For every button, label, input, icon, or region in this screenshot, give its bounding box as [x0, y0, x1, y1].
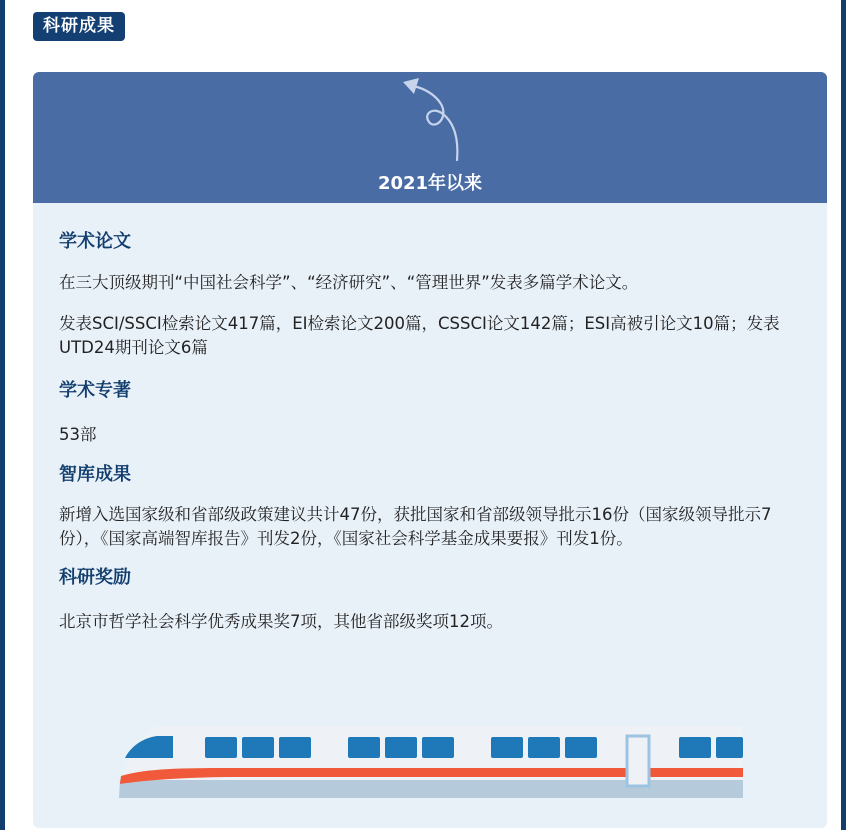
block-paragraph: 北京市哲学社会科学优秀成果奖7项，其他省部级奖项12项。	[59, 612, 503, 631]
block-heading: 学术论文	[59, 231, 131, 252]
train-illustration	[117, 724, 743, 798]
achievements-card	[33, 72, 827, 828]
block-awards	[59, 565, 809, 634]
header-title: 2021年以来	[377, 173, 483, 194]
block-paragraph: 新增入选国家级和省部级政策建议共计47份，获批国家和省部级领导批示16份（国家级领导批示7份），《国家高端智库报告》刊发2份，《国家社会科学基金成果要报》刊发1份。	[59, 505, 772, 548]
block-paragraph: 发表SCI/SSCI检索论文417篇，EI检索论文200篇，CSSCI论文142篇；ESI高被引论文10篇；发表UTD24期刊论文6篇	[59, 314, 780, 357]
block-heading: 智库成果	[59, 464, 131, 485]
block-heading: 科研奖励	[59, 567, 131, 588]
curly-arrow-icon	[399, 74, 469, 166]
block-papers	[59, 229, 809, 360]
block-paragraph: 在三大顶级期刊“中国社会科学”、“经济研究”、“管理世界”发表多篇学术论文。	[59, 273, 639, 292]
block-thinktank	[59, 462, 809, 551]
card-content	[59, 222, 809, 634]
block-heading: 学术专著	[59, 380, 131, 401]
section-tag: 科研成果	[33, 12, 125, 41]
block-monographs	[59, 378, 809, 447]
card-header	[33, 72, 827, 203]
block-paragraph: 53部	[59, 425, 97, 444]
